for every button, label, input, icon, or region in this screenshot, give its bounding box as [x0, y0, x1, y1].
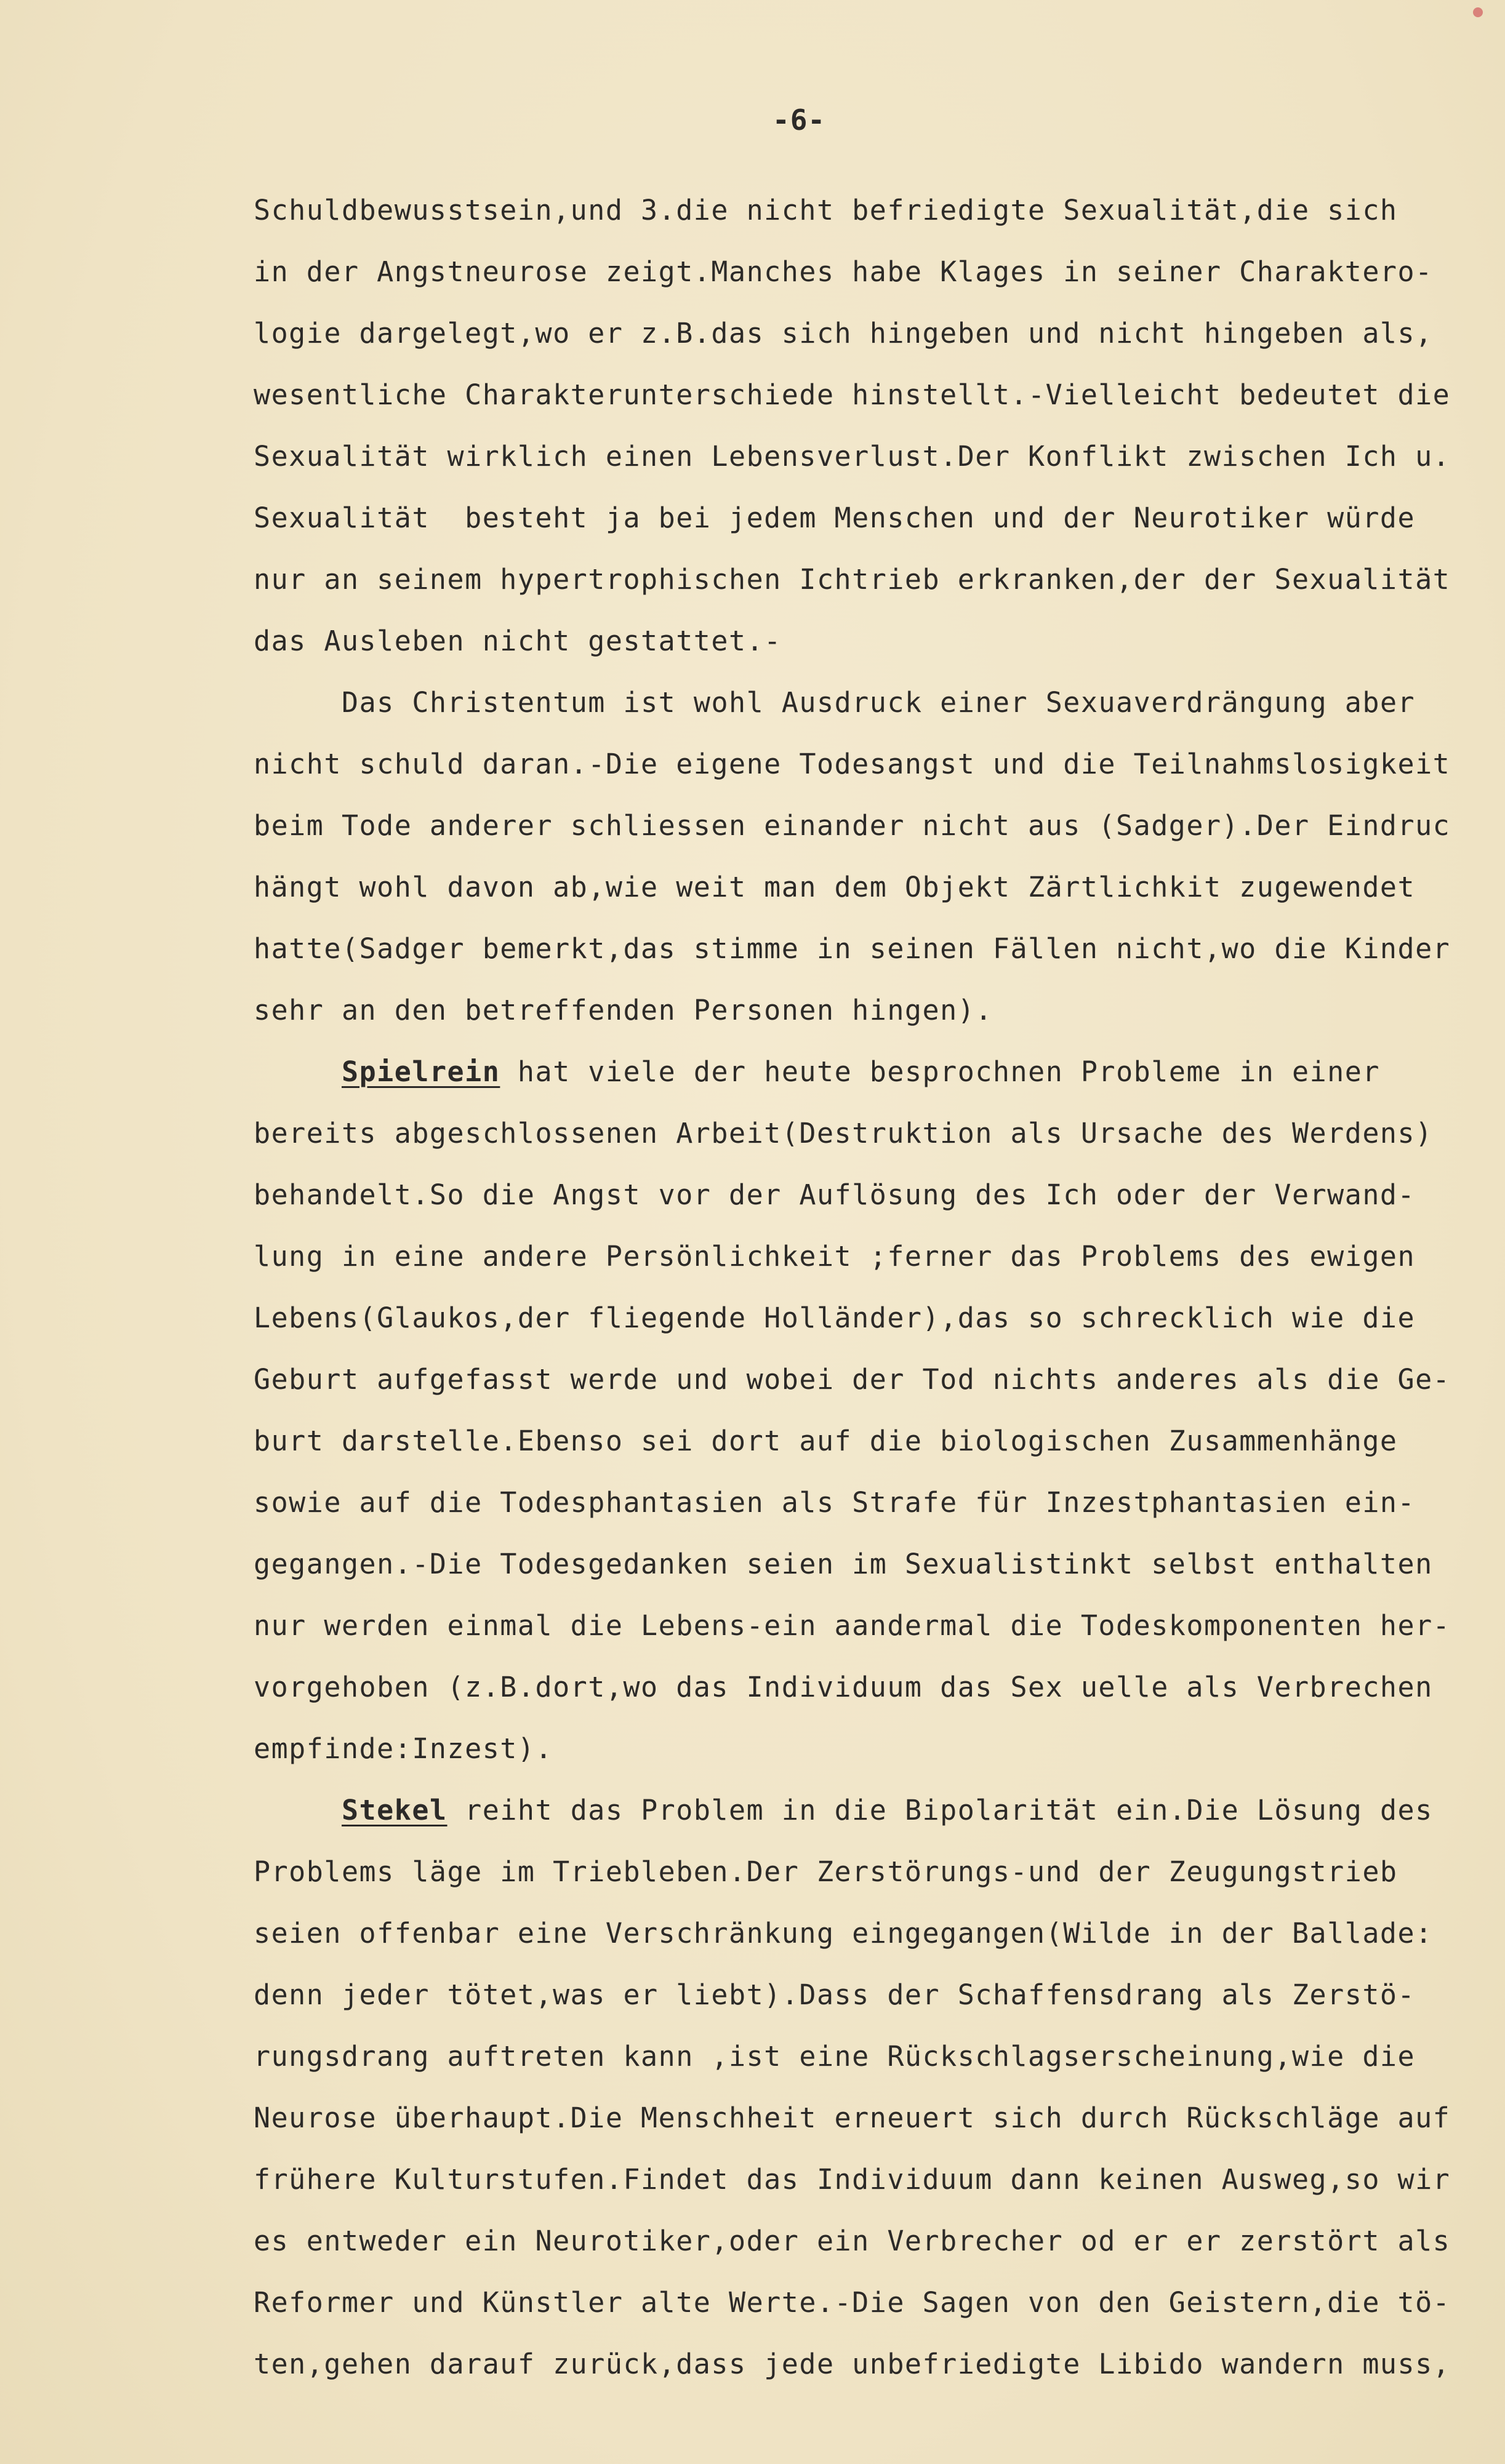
text-line: burt darstelle.Ebenso sei dort auf die biologischen Zusammenhänge [254, 1425, 1398, 1457]
pin-mark [1473, 7, 1483, 17]
text-line: nur an seinem hypertrophischen Ichtrieb erkranken,der der Sexualität [254, 563, 1451, 596]
text-line: beim Tode anderer schliessen einander nicht aus (Sadger).Der Eindruc [254, 809, 1451, 842]
text-line: Das Christentum ist wohl Ausdruck einer Sexuaverdrängung aber [342, 686, 1416, 719]
text-line: das Ausleben nicht gestattet.- [254, 625, 782, 657]
text-line: Lebens(Glaukos,der fliegende Holländer),das so schrecklich wie die [254, 1302, 1416, 1334]
text-line: sehr an den betreffenden Personen hingen). [254, 994, 993, 1026]
text-line: hängt wohl davon ab,wie weit man dem Objekt Zärtlichkit zugewendet [254, 871, 1416, 903]
text-line: sowie auf die Todesphantasien als Strafe für Inzestphantasien ein- [254, 1486, 1416, 1519]
text-line: lung in eine andere Persönlichkeit ;ferner das Problems des ewigen [254, 1240, 1416, 1273]
text-line: Neurose überhaupt.Die Menschheit erneuert sich durch Rückschläge auf [254, 2102, 1451, 2134]
text-line: frühere Kulturstufen.Findet das Individuum dann keinen Ausweg,so wir [254, 2163, 1451, 2196]
text-line: nur werden einmal die Lebens-ein aandermal die Todeskomponenten her- [254, 1609, 1451, 1642]
page-number: -6- [773, 103, 826, 137]
text-line: bereits abgeschlossenen Arbeit(Destruktion als Ursache des Werdens) [254, 1117, 1433, 1150]
speaker-name-stekel: Stekel [342, 1794, 447, 1826]
speaker-name-spielrein: Spielrein [342, 1055, 500, 1088]
text-line: Geburt aufgefasst werde und wobei der Tod nichts anderes als die Ge- [254, 1363, 1451, 1396]
text-line: hatte(Sadger bemerkt,das stimme in seinen Fällen nicht,wo die Kinder [254, 932, 1451, 965]
text-line: Sexualität wirklich einen Lebensverlust.Der Konflikt zwischen Ich u. [254, 440, 1451, 473]
text-line: behandelt.So die Angst vor der Auflösung des Ich oder der Verwand- [254, 1178, 1416, 1211]
text-line: empfinde:Inzest). [254, 1732, 553, 1765]
text-line: vorgehoben (z.B.dort,wo das Individuum das Sex uelle als Verbrechen [254, 1671, 1433, 1703]
text-line-stekel [342, 1792, 1433, 1829]
text-line: Problems läge im Triebleben.Der Zerstörungs-und der Zeugungstrieb [254, 1855, 1398, 1888]
text-line: Reformer und Künstler alte Werte.-Die Sagen von den Geistern,die tö- [254, 2286, 1451, 2319]
text-line: logie dargelegt,wo er z.B.das sich hingeben und nicht hingeben als, [254, 317, 1433, 350]
text-line: wesentliche Charakterunterschiede hinstellt.-Vielleicht bedeutet die [254, 378, 1451, 411]
text-line: rungsdrang auftreten kann ,ist eine Rückschlagserscheinung,wie die [254, 2040, 1416, 2073]
text-line: nicht schuld daran.-Die eigene Todesangst und die Teilnahmslosigkeit [254, 748, 1451, 780]
text-line: denn jeder tötet,was er liebt).Dass der Schaffensdrang als Zerstö- [254, 1978, 1416, 2011]
text-line: es entweder ein Neurotiker,oder ein Verbrecher od er er zerstört als [254, 2225, 1451, 2257]
text-line-rest: reiht das Problem in die Bipolarität ein.Die Lösung des [447, 1794, 1433, 1826]
text-line: in der Angstneurose zeigt.Manches habe Klages in seiner Charaktero- [254, 255, 1433, 288]
text-line: Sexualität besteht ja bei jedem Menschen und der Neurotiker würde [254, 502, 1416, 534]
text-line: Schuldbewusstsein,und 3.die nicht befriedigte Sexualität,die sich [254, 194, 1398, 226]
text-line: gegangen.-Die Todesgedanken seien im Sexualistinkt selbst enthalten [254, 1548, 1433, 1580]
text-line: seien offenbar eine Verschränkung eingegangen(Wilde in der Ballade: [254, 1917, 1433, 1950]
text-line-rest: hat viele der heute besprochnen Probleme in einer [500, 1055, 1380, 1088]
text-line: ten,gehen darauf zurück,dass jede unbefriedigte Libido wandern muss, [254, 2348, 1451, 2380]
text-line-spielrein [342, 1054, 1380, 1090]
